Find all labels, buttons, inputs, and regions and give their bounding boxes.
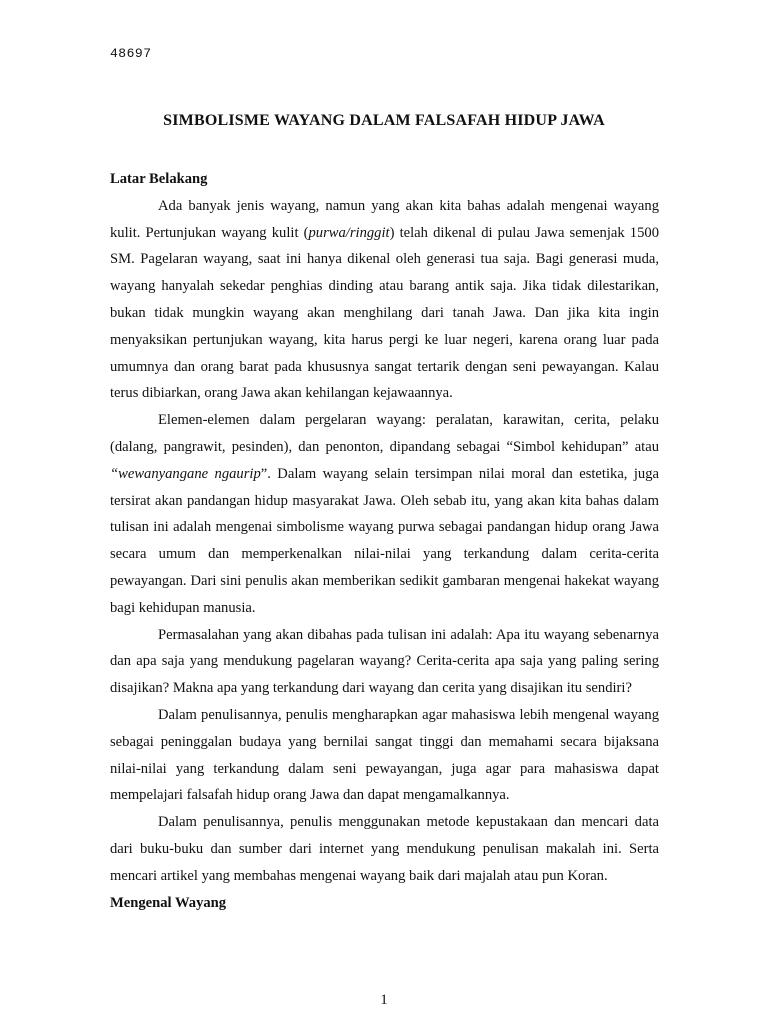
paragraph-5: Dalam penulisannya, penulis menggunakan metode kepustakaan dan mencari data dari buku-buku dan sumber dari internet yang mendukung penulisan makalah ini. Serta mencari artikel yang membahas mengenai wayang baik dari majalah atau pun Koran. [110, 814, 659, 884]
paragraph-1: Ada banyak jenis wayang, namun yang akan kita bahas adalah mengenai wayang kulit. Pertunjukan wayang kulit (purwa/ringgit) telah dikenal di pulau Jawa semenjak 1500 SM. Pagelaran wayang, saat ini hanya dikenal oleh generasi tua saja. Bagi generasi muda, wayang hanyalah sekedar penghias dinding atau barang antik saja. Jika tidak dilestarikan, bukan tidak mungkin wayang akan menghilang dari tanah Jawa. Dan jika kita ingin menyaksikan pertunjukan wayang, kita harus pergi ke luar negeri, karena orang luar pada umumnya dan orang barat pada khususnya sangat tertarik dengan seni pewayangan. Kalau terus dibiarkan, orang Jawa akan kehilangan kejawaannya. [110, 197, 659, 402]
section-heading-mengenal-wayang: Mengenal Wayang [110, 894, 227, 911]
paragraph-2: Elemen-elemen dalam pergelaran wayang: peralatan, karawitan, cerita, pelaku (dalang, pangrawit, pesinden), dan penonton, dipandang sebagai “Simbol kehidupan” atau “wewanyangane ngaurip”. Dalam wayang selain tersimpan nilai moral dan estetika, juga tersirat akan pandangan hidup masyarakat Jawa. Oleh sebab itu, yang akan kita bahas dalam tulisan ini adalah mengenai simbolisme wayang purwa sebagai pandangan hidup orang Jawa secara umum dan memperkenalkan nilai-nilai yang terkandung dalam cerita-cerita pewayangan. Dari sini penulis akan memberikan sedikit gambaran mengenai hakekat wayang bagi kehidupan manusia. [110, 412, 659, 616]
section-heading-latar-belakang: Latar Belakang [110, 171, 208, 187]
paragraph-4: Dalam penulisannya, penulis mengharapkan agar mahasiswa lebih mengenal wayang sebagai peninggalan budaya yang bernilai sangat tinggi dan memahami secara bijaksana nilai-nilai yang terkandung dalam seni pewayangan, juga agar para mahasiswa dapat mempelajari falsafah hidup orang Jawa dan dapat mengamalkannya. [110, 706, 659, 804]
document-title: SIMBOLISME WAYANG DALAM FALSAFAH HIDUP JAWA [163, 112, 605, 129]
page-number: 1 [380, 992, 388, 1008]
paragraph-3: Permasalahan yang akan dibahas pada tulisan ini adalah: Apa itu wayang sebenarnya dan apa saja yang mendukung pagelaran wayang? Cerita-cerita apa saja yang paling sering disajikan? Makna apa yang terkandung dari wayang dan cerita yang disajikan itu sendiri? [110, 626, 659, 697]
document-id: 48697 [110, 46, 152, 61]
document-body [110, 166, 659, 916]
